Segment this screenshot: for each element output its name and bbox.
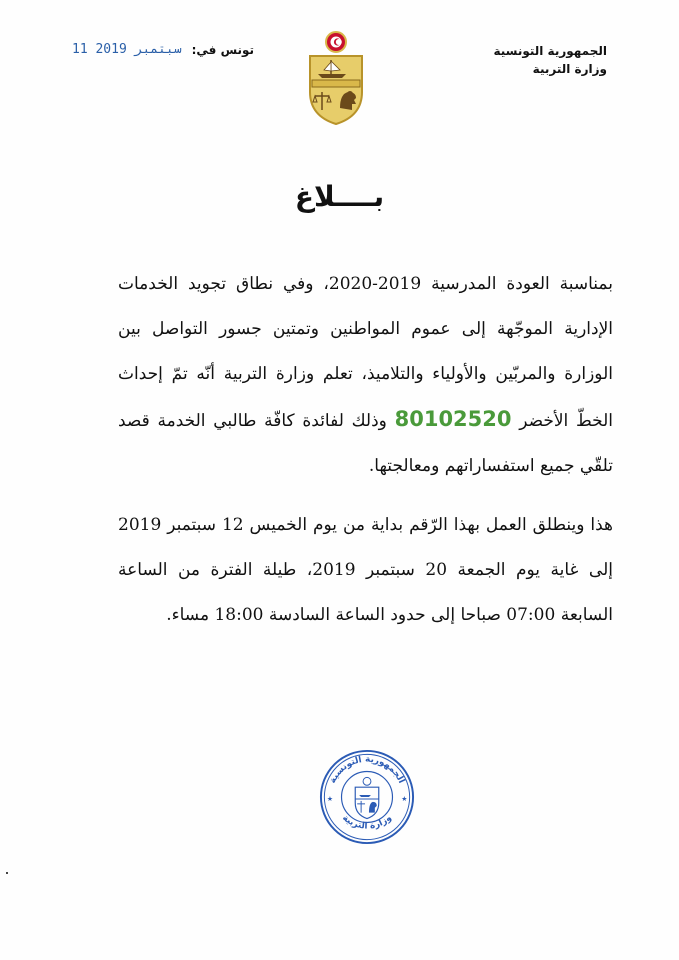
svg-text:★: ★ bbox=[401, 794, 408, 803]
svg-text:وزارة التربية: وزارة التربية bbox=[340, 813, 394, 832]
announcement-body bbox=[118, 262, 613, 638]
place-label: تونس في: bbox=[191, 42, 255, 57]
ministry-stamp-icon bbox=[318, 748, 416, 846]
ministry-label: وزارة التربية bbox=[532, 62, 607, 76]
date-line bbox=[72, 42, 254, 57]
paragraph-1 bbox=[118, 262, 613, 489]
hotline-number: 80102520 bbox=[394, 407, 512, 431]
paragraph-1-start: بمناسبة العودة المدرسية 2019-2020، وفي نطاق تجويد الخدمات الإدارية الموجّهة إلى عموم المواطنين وتمتين جسور التواصل بين الوزارة والمربّين والأولياء والتلاميذ، تعلم وزارة التربية أنّه تمّ إحداث الخطّ الأخضر bbox=[118, 274, 614, 431]
republic-label: الجمهورية التونسية bbox=[493, 44, 607, 58]
ministry-header bbox=[493, 42, 607, 78]
svg-text:الجمهورية التونسية: الجمهورية التونسية bbox=[327, 754, 407, 786]
paragraph-1-end: وذلك لفائدة كافّة طالبي الخدمة قصد تلقّي جميع استفساراتهم ومعالجتها. bbox=[118, 411, 613, 476]
tunisia-coat-of-arms-icon bbox=[304, 30, 368, 126]
paragraph-2: هذا وينطلق العمل بهذا الرّقم بداية من يوم الخميس 12 سبتمبر 2019 إلى غاية يوم الجمعة 20 سبتمبر 2019، طيلة الفترة من الساعة السابعة 07:00 صباحا إلى حدود الساعة السادسة 18:00 مساء. bbox=[118, 515, 613, 625]
svg-text:★: ★ bbox=[326, 794, 333, 803]
scan-mark bbox=[6, 872, 8, 874]
page-title: بــــلاغ bbox=[294, 180, 385, 213]
handwritten-date: 11 سبتمبر 2019 bbox=[72, 42, 182, 57]
